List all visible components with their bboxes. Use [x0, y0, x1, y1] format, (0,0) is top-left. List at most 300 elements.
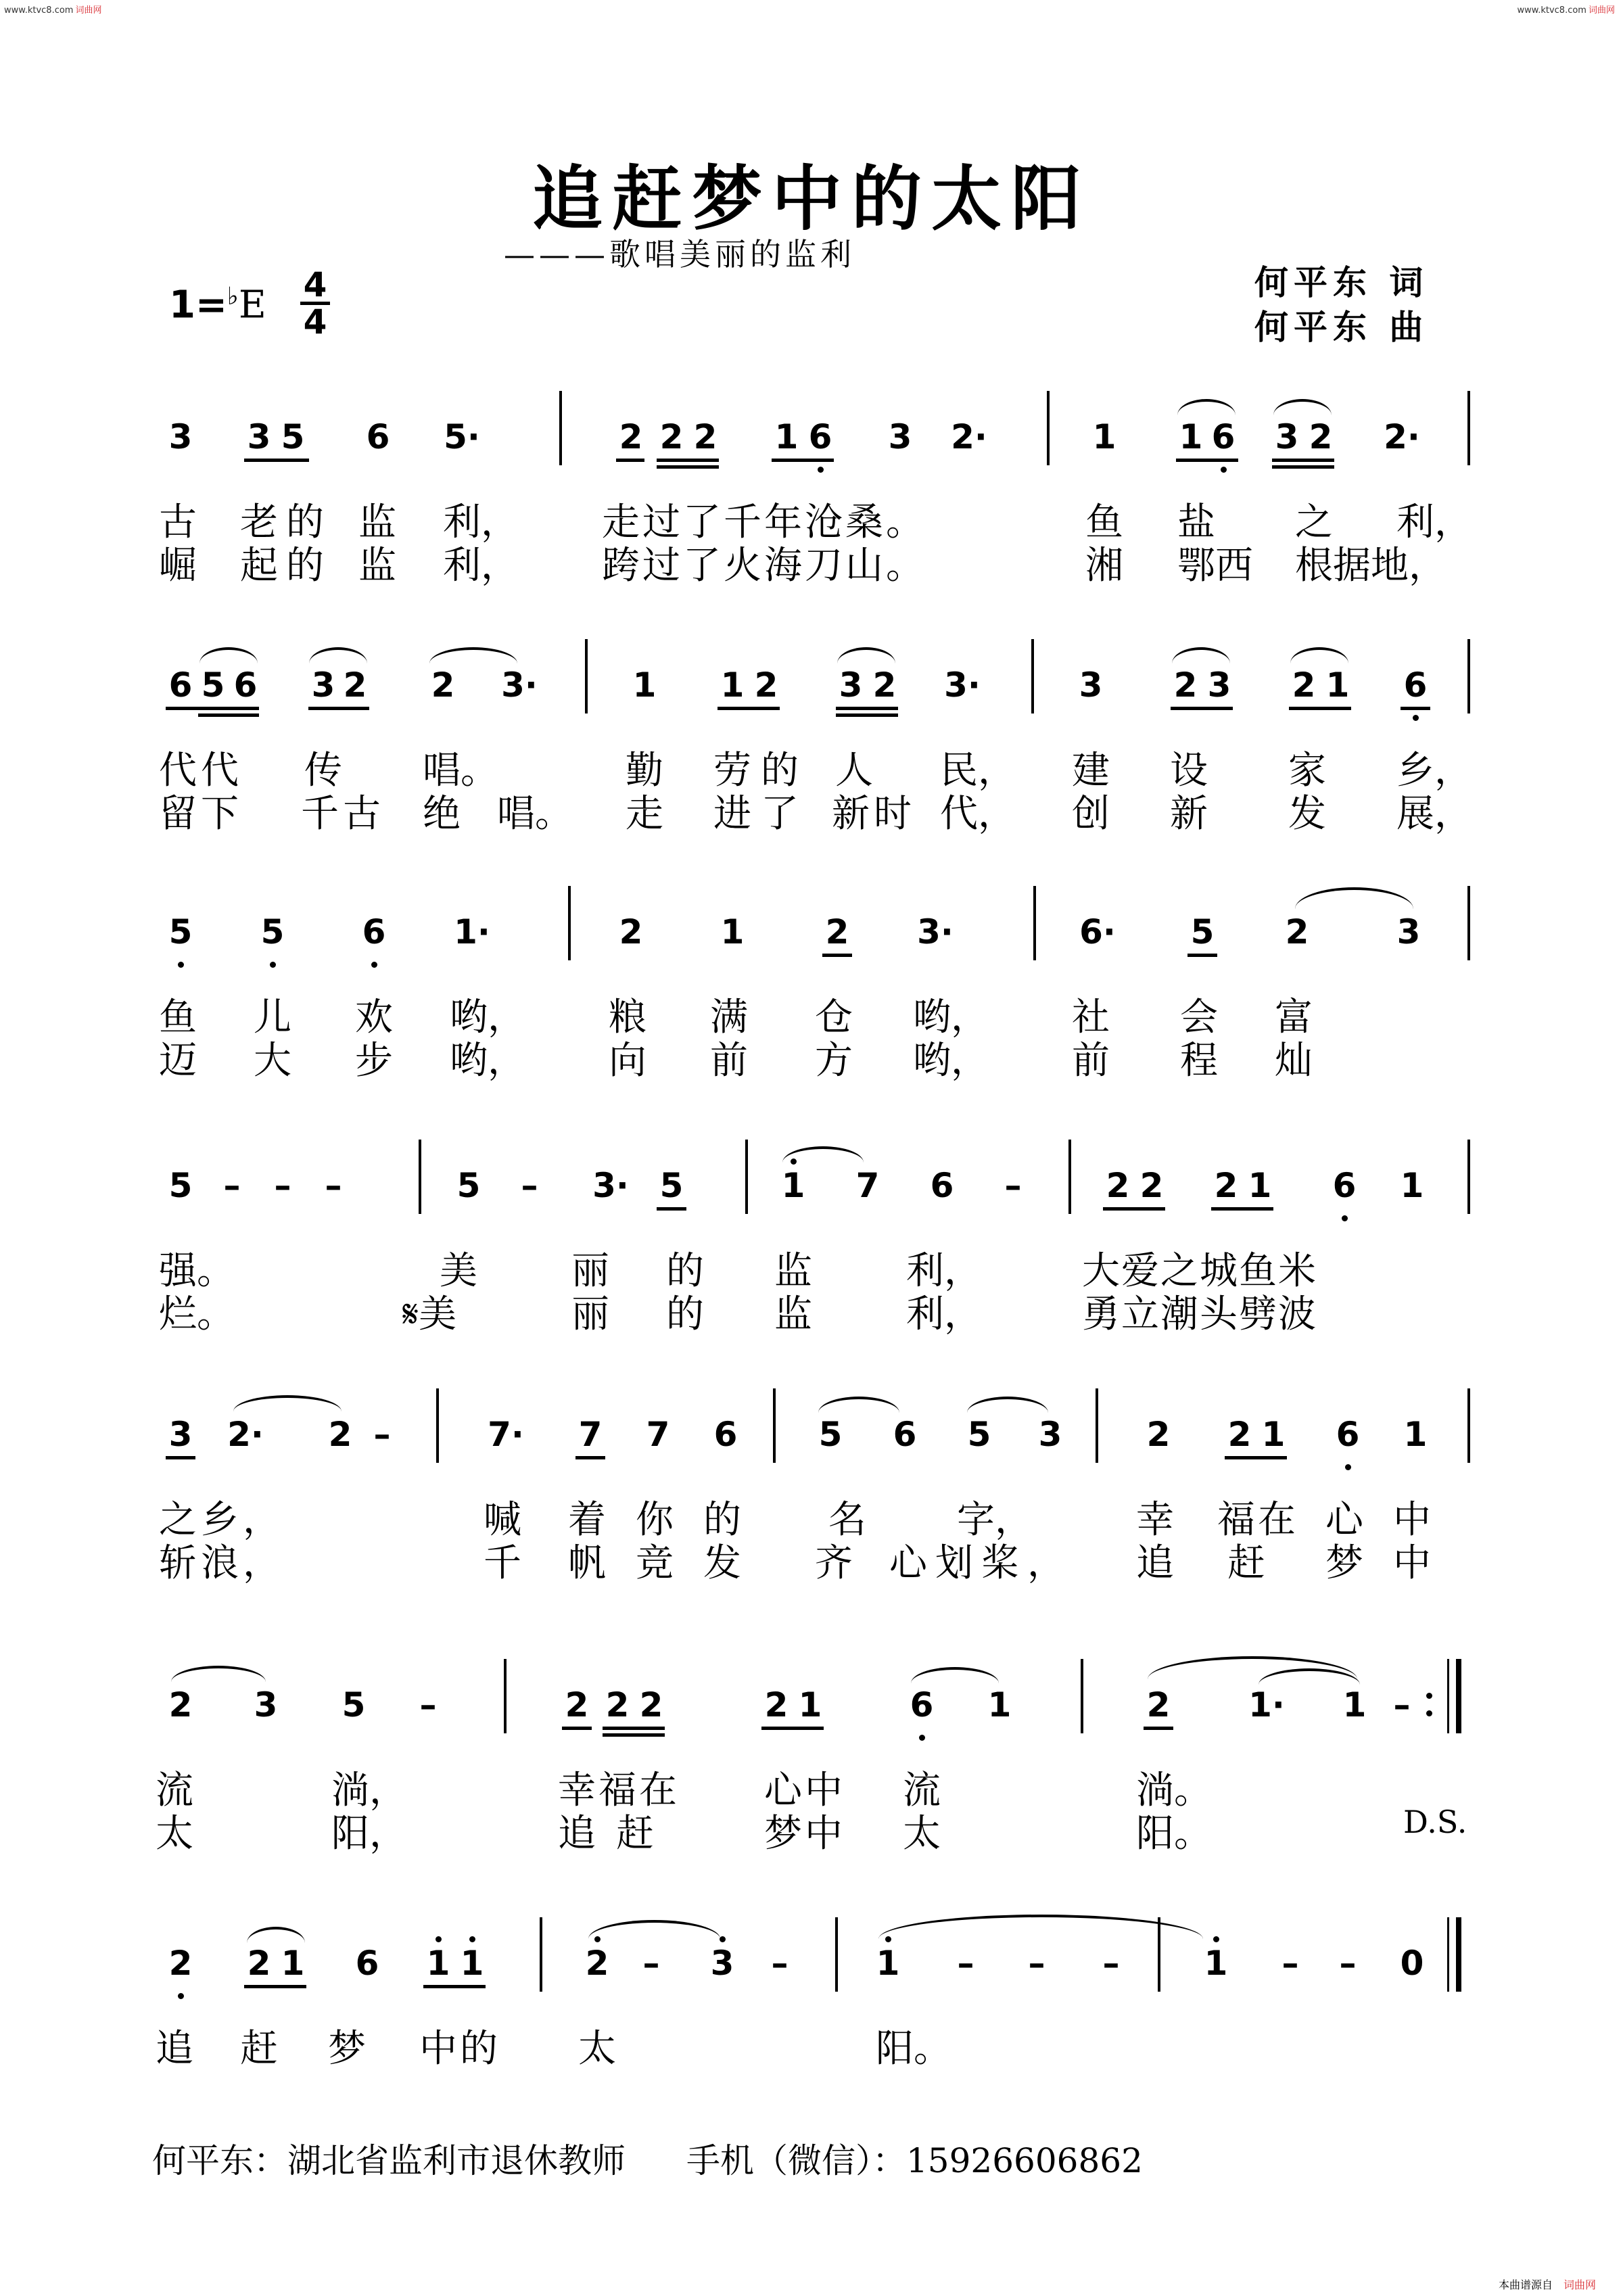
note: 2 — [1292, 665, 1316, 705]
note: 2 — [605, 1685, 630, 1725]
final-barline — [1447, 1917, 1449, 1992]
lyric: 走过了千年沧桑。 — [602, 500, 926, 544]
note: 5 — [342, 1685, 366, 1725]
lyric: 中 — [1393, 1541, 1431, 1585]
lyric: 程 — [1180, 1039, 1218, 1083]
note: 6 — [362, 912, 386, 952]
lyric: 美 — [440, 1249, 477, 1293]
system-6 — [152, 1685, 1478, 1856]
low-dot — [818, 467, 824, 473]
note: 5 — [659, 1166, 684, 1205]
note: 1 — [632, 665, 657, 705]
underline — [1272, 459, 1334, 462]
lyric: 哟， — [450, 995, 525, 1039]
note: 3 — [888, 417, 912, 456]
notes-row — [152, 1944, 1478, 2019]
notes-row — [152, 913, 1478, 987]
lyric: 哟， — [450, 1039, 525, 1083]
note: 1 — [720, 665, 745, 705]
lyric: 太 — [903, 1812, 941, 1856]
note: 2 — [825, 912, 849, 952]
lyric: 阳。 — [1136, 1812, 1212, 1856]
underline — [166, 707, 259, 710]
barline — [835, 1917, 838, 1992]
lyric: 淌， — [331, 1768, 407, 1812]
note: – — [1102, 1944, 1120, 1983]
note: 5 — [456, 1166, 481, 1205]
slur — [1273, 399, 1332, 415]
note: 2 — [565, 1685, 589, 1725]
barline — [1467, 1140, 1470, 1214]
lyric: 唱。 — [497, 792, 573, 836]
lyric: 绝 — [423, 792, 461, 836]
lyric: 欢 — [355, 995, 393, 1039]
underline — [822, 954, 852, 957]
lyric: 迈 — [159, 1039, 197, 1083]
repeat-dot — [1426, 1693, 1432, 1699]
lyric: 千古 — [301, 792, 385, 836]
note: 1 — [720, 912, 745, 952]
lyric: 古 — [159, 500, 197, 544]
underline — [657, 1207, 686, 1211]
author-info: 何平东：湖北省监利市退休教师 — [152, 2141, 626, 2180]
slur — [588, 1920, 720, 1939]
lyric: 仓 — [815, 995, 853, 1039]
underline — [1272, 465, 1334, 469]
note: 6 — [233, 665, 258, 705]
low-dot — [1342, 1215, 1348, 1221]
high-dot — [720, 1936, 726, 1942]
note: 1· — [1248, 1685, 1285, 1725]
note: – — [274, 1166, 291, 1205]
lyric: 追 — [1136, 1541, 1174, 1585]
note: 2 — [693, 417, 718, 456]
note: 1 — [1325, 665, 1350, 705]
lyric: 赶 — [240, 2027, 278, 2071]
barline — [504, 1659, 507, 1733]
watermark-left — [4, 3, 102, 16]
lyric: 幸 — [1136, 1498, 1174, 1542]
note: – — [1028, 1944, 1045, 1983]
note: 7 — [855, 1166, 880, 1205]
note: 6 — [910, 1685, 934, 1725]
lyric: 社 — [1072, 995, 1110, 1039]
slur — [1295, 887, 1413, 909]
repeat-barline — [1447, 1659, 1449, 1733]
note: 2 — [1309, 417, 1333, 456]
song-subtitle: ———歌唱美丽的监利 — [504, 236, 855, 273]
lyric: 幸福在 — [558, 1768, 680, 1812]
lyrics-verse-1 — [152, 2019, 1478, 2071]
barline — [1158, 1917, 1160, 1992]
note: 6 — [1211, 417, 1236, 456]
note: 5· — [444, 417, 480, 456]
lyric: 新时 — [832, 792, 916, 836]
contact-info: 手机（微信）：15926606862 — [686, 2141, 1143, 2180]
song-title: 追赶梦中的太阳 — [532, 157, 1091, 240]
system-7 — [152, 1944, 1478, 2071]
underline — [761, 1727, 824, 1730]
note: – — [1004, 1166, 1022, 1205]
lyric: 大 — [254, 1039, 291, 1083]
note: 2 — [1173, 665, 1198, 705]
note: 3 — [168, 1415, 193, 1454]
lyric: 劳的 — [713, 749, 808, 793]
time-top: 4 — [300, 268, 330, 305]
note: 1 — [781, 1166, 805, 1205]
note: 1 — [1179, 417, 1203, 456]
lyric: 心中 — [764, 1768, 845, 1812]
lyric: 名 — [828, 1498, 866, 1542]
lyric: 会 — [1180, 995, 1218, 1039]
barline — [568, 886, 571, 960]
lyric: 代代 — [159, 749, 243, 793]
lyric: 盐 — [1177, 500, 1215, 544]
note: 2· — [1384, 417, 1420, 456]
time-signature — [300, 265, 330, 342]
lyric: 方 — [815, 1039, 853, 1083]
note: 0 — [1400, 1944, 1424, 1983]
note: 2 — [639, 1685, 663, 1725]
note: 5 — [168, 1166, 193, 1205]
note: 6 — [168, 665, 193, 705]
note: 5 — [281, 417, 305, 456]
flat-symbol: ♭ — [227, 283, 239, 310]
system-3 — [152, 912, 1478, 1083]
underline — [718, 707, 780, 710]
footer — [152, 2134, 1143, 2182]
lyric: 的 — [666, 1249, 704, 1293]
lyric: 展， — [1396, 792, 1472, 836]
lyric: 之 — [1295, 500, 1333, 544]
lyric: 富 — [1275, 995, 1313, 1039]
lyric: 步 — [355, 1039, 393, 1083]
lyric: 利， — [443, 500, 519, 544]
lyric: 利， — [906, 1292, 982, 1336]
lyric: 心 — [1325, 1498, 1363, 1542]
lyric: 发 — [703, 1541, 741, 1585]
lyric: 中 — [1393, 1498, 1431, 1542]
lyric: 创 — [1072, 792, 1110, 836]
note: 6 — [893, 1415, 917, 1454]
low-dot — [1413, 715, 1419, 721]
note: 3 — [839, 665, 863, 705]
lyric: 喊 — [484, 1498, 521, 1542]
lyric: 勇立潮头劈波 — [1082, 1292, 1317, 1336]
note: – — [1281, 1944, 1299, 1983]
barline — [1047, 391, 1050, 465]
lyric: 向 — [609, 1039, 646, 1083]
notes-row — [152, 418, 1478, 492]
note: – — [373, 1415, 391, 1454]
lyric: 斩浪， — [159, 1541, 285, 1585]
slur — [911, 1667, 999, 1683]
note: 6· — [1079, 912, 1116, 952]
note: 6 — [1403, 665, 1428, 705]
lyric: 跨过了火海刀山。 — [602, 544, 926, 588]
barline — [1096, 1388, 1098, 1463]
barline — [559, 391, 562, 465]
lyric: 勤 — [626, 749, 663, 793]
barline — [1467, 1388, 1470, 1463]
lyric: 监 — [358, 544, 396, 588]
underline — [657, 465, 719, 469]
lyric: 走 — [626, 792, 663, 836]
lyrics-verse-1 — [152, 492, 1478, 544]
bottom-watermark — [1499, 2276, 1596, 2292]
lyric: 传 — [304, 749, 342, 793]
underline — [1211, 1207, 1273, 1211]
lyric: 灿 — [1275, 1039, 1313, 1083]
note: 6 — [930, 1166, 954, 1205]
lyric: 中的 — [419, 2027, 500, 2071]
lyric: 满 — [710, 995, 748, 1039]
lyric: 追赶 — [558, 1812, 674, 1856]
lyric: 人 — [835, 749, 873, 793]
lyric: 追 — [156, 2027, 193, 2071]
note: 2 — [659, 417, 684, 456]
note: 2 — [431, 665, 455, 705]
lyric: 帆 — [568, 1541, 606, 1585]
note: – — [223, 1166, 241, 1205]
dal-segno: D.S. — [1403, 1804, 1467, 1840]
note: 1 — [876, 1944, 900, 1983]
lyric: 乡， — [1396, 749, 1472, 793]
note: 2 — [168, 1685, 193, 1725]
low-dot — [1221, 467, 1227, 473]
system-4 — [152, 1166, 1478, 1336]
lyric: 丽 — [571, 1249, 609, 1293]
barline — [419, 1140, 421, 1214]
key-note: E — [238, 283, 266, 327]
lyrics-verse-1 — [152, 987, 1478, 1039]
high-dot — [436, 1936, 442, 1942]
note: 3· — [944, 665, 981, 705]
note: 5 — [168, 912, 193, 952]
note: 1 — [1342, 1685, 1367, 1725]
lyric: 梦 — [1325, 1541, 1363, 1585]
underline — [423, 1985, 486, 1988]
barline — [436, 1388, 439, 1463]
barline — [1467, 886, 1470, 960]
slur — [247, 1927, 305, 1943]
barline — [1081, 1659, 1083, 1733]
note: 1 — [1092, 417, 1116, 456]
lyric: 烂。 — [159, 1292, 235, 1336]
note: 7· — [488, 1415, 524, 1454]
lyric: 监 — [774, 1292, 812, 1336]
underline — [308, 707, 369, 710]
watermark-site: www.ktvc8.com — [4, 5, 74, 16]
low-dot — [178, 1993, 184, 1999]
underline — [603, 1727, 665, 1730]
lyric: 千 — [484, 1541, 521, 1585]
lyric: 家 — [1288, 749, 1326, 793]
lyric: 福在 — [1217, 1498, 1298, 1542]
slur — [233, 1395, 342, 1411]
note: 2 — [328, 1415, 352, 1454]
note: 1 — [1248, 1166, 1272, 1205]
lyric: 鱼 — [159, 995, 197, 1039]
note: 6 — [808, 417, 832, 456]
watermark-brand: 词曲网 — [75, 5, 102, 16]
lyric: 阳， — [331, 1812, 407, 1856]
low-dot — [919, 1735, 925, 1741]
underline — [1401, 707, 1430, 710]
lyric: 竞 — [636, 1541, 674, 1585]
note: 1 — [281, 1944, 305, 1983]
slur — [782, 1146, 864, 1163]
note: 5 — [201, 665, 225, 705]
lyrics-verse-1 — [152, 741, 1478, 793]
lyric: 崛 — [159, 544, 197, 588]
note: 1 — [798, 1685, 822, 1725]
watermark-right — [1518, 3, 1616, 16]
low-dot — [178, 962, 184, 968]
lyric: 淌。 — [1136, 1768, 1212, 1812]
note: 1 — [1403, 1415, 1428, 1454]
note: 2 — [585, 1944, 609, 1983]
note: 6 — [713, 1415, 738, 1454]
lyric: 阳。 — [876, 2027, 951, 2071]
note: 2 — [247, 1944, 271, 1983]
underline — [1289, 707, 1351, 710]
note: 2 — [1139, 1166, 1164, 1205]
system-1 — [152, 417, 1478, 588]
high-dot — [1213, 1936, 1219, 1942]
slur — [1172, 647, 1230, 663]
notes-row — [152, 1415, 1478, 1490]
note: 3 — [1275, 417, 1299, 456]
note: – — [642, 1944, 660, 1983]
lyrics-verse-1 — [152, 1760, 1478, 1812]
lyric: 儿 — [254, 995, 291, 1039]
note: 5 — [260, 912, 285, 952]
barline — [1068, 1140, 1071, 1214]
lyric: 强。 — [159, 1249, 235, 1293]
underline — [198, 713, 259, 717]
low-dot — [1345, 1464, 1351, 1470]
lyric: 丽 — [571, 1292, 609, 1336]
note: 1 — [987, 1685, 1012, 1725]
note: 1 — [1400, 1166, 1424, 1205]
note: 2 — [1214, 1166, 1238, 1205]
note: 7 — [578, 1415, 603, 1454]
note: 2 — [343, 665, 367, 705]
slur — [199, 647, 258, 663]
lyric: 之乡， — [159, 1498, 285, 1542]
credits — [1254, 260, 1428, 350]
composer-credit: 何平东 曲 — [1254, 307, 1429, 347]
slur — [1290, 647, 1348, 663]
lyric: 设 — [1170, 749, 1208, 793]
underline — [772, 459, 834, 462]
note: 2 — [1106, 1166, 1130, 1205]
note: 3 — [1207, 665, 1231, 705]
note: – — [957, 1944, 974, 1983]
note: 6 — [355, 1944, 379, 1983]
note: 3 — [1079, 665, 1103, 705]
note: 3 — [311, 665, 335, 705]
underline — [562, 1727, 592, 1730]
watermark-label: 本曲谱源自 — [1498, 2278, 1553, 2291]
lyric: 起的 — [240, 544, 332, 588]
key-signature — [169, 283, 266, 327]
note: 3 — [1396, 912, 1421, 952]
note: 5 — [818, 1415, 843, 1454]
note: 3 — [247, 417, 271, 456]
lyric: 鄂西 — [1177, 544, 1253, 588]
notes-row — [152, 1686, 1478, 1760]
note: 3· — [917, 912, 954, 952]
lyric: 监 — [774, 1249, 812, 1293]
barline — [745, 1140, 748, 1214]
note: 1· — [454, 912, 490, 952]
lyricist-credit: 何平东 词 — [1254, 262, 1429, 302]
note: 2 — [1146, 1415, 1171, 1454]
lyric: 湘 — [1085, 544, 1123, 588]
lyric: 根据地， — [1295, 544, 1446, 588]
underline — [1103, 1207, 1165, 1211]
lyric: 利， — [443, 544, 519, 588]
lyrics-verse-2 — [152, 1284, 1478, 1336]
note: 3 — [710, 1944, 734, 1983]
lyric: 老的 — [240, 500, 332, 544]
note: 2 — [619, 912, 643, 952]
underline — [244, 459, 309, 462]
note: – — [1339, 1944, 1357, 1983]
lyric: 哟， — [913, 995, 989, 1039]
lyric: 字， — [957, 1498, 1033, 1542]
lyrics-verse-2 — [152, 784, 1478, 836]
underline — [603, 1733, 665, 1737]
note: 1 — [426, 1944, 450, 1983]
note: 1 — [1261, 1415, 1286, 1454]
underline — [657, 459, 719, 462]
lyric: 的 — [666, 1292, 704, 1336]
watermark-brand: 词曲网 — [1588, 5, 1615, 16]
high-dot — [469, 1936, 475, 1942]
lyric: 你 — [636, 1498, 674, 1542]
lyric: 齐 — [815, 1541, 853, 1585]
note: 2· — [227, 1415, 264, 1454]
note: 2 — [1285, 912, 1309, 952]
lyric: 大爱之城鱼米 — [1082, 1249, 1317, 1293]
lyric: 𝄋美 — [402, 1292, 457, 1336]
lyrics-verse-1 — [152, 1241, 1478, 1293]
underline — [1171, 707, 1233, 710]
slur — [837, 647, 895, 663]
lyric: 利， — [906, 1249, 982, 1293]
underline — [166, 1456, 195, 1459]
lyric: 利， — [1396, 500, 1472, 544]
slur — [818, 1397, 899, 1413]
underline — [836, 707, 898, 710]
low-dot — [371, 962, 377, 968]
barline — [540, 1917, 542, 1992]
slur — [1177, 399, 1236, 415]
final-barline — [1456, 1917, 1461, 1992]
lyric: 的 — [703, 1498, 741, 1542]
underline — [244, 1985, 306, 1988]
repeat-barline — [1456, 1659, 1461, 1733]
barline — [773, 1388, 776, 1463]
notes-row — [152, 666, 1478, 741]
note: – — [419, 1685, 437, 1725]
note: 1 — [460, 1944, 484, 1983]
lyric: 太 — [578, 2027, 616, 2071]
lyric: 着 — [568, 1498, 606, 1542]
